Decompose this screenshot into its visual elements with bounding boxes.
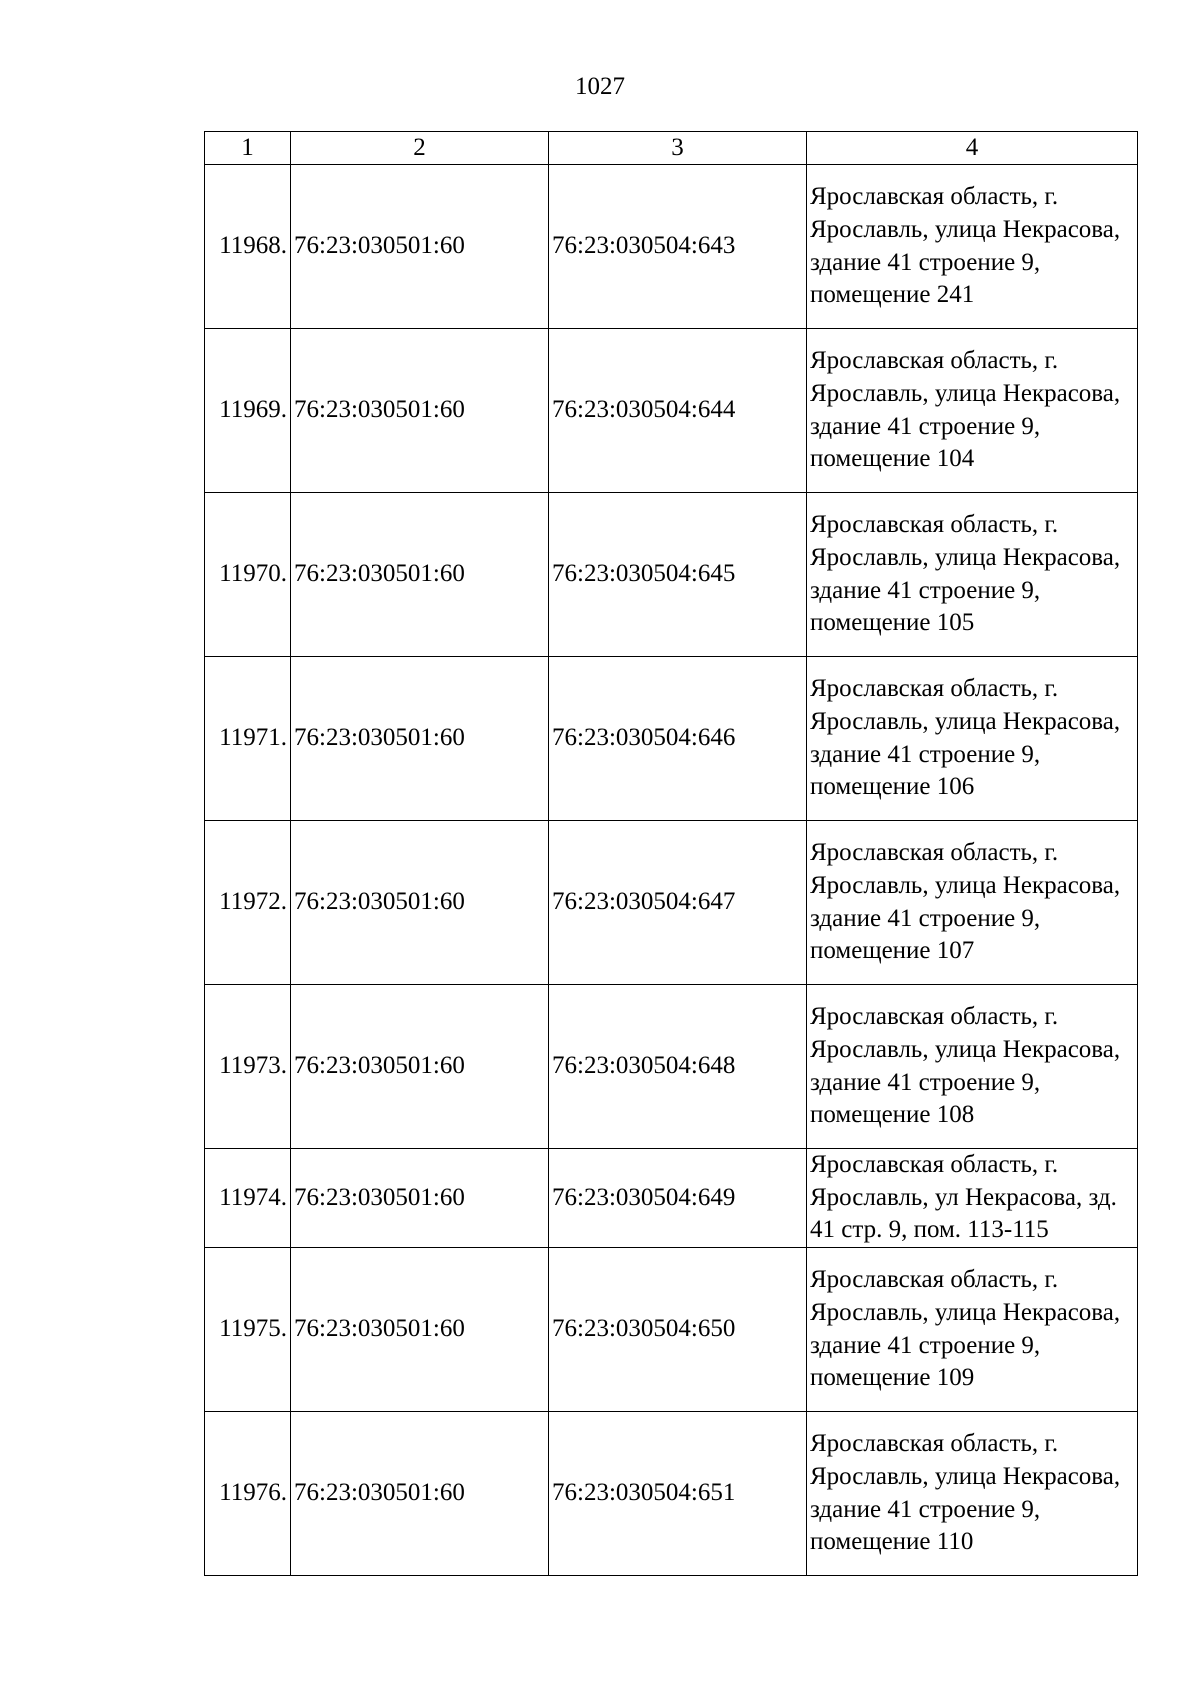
table-row xyxy=(205,165,1138,329)
cadastral-number-col3: 76:23:030504:648 xyxy=(549,985,807,1149)
address: Ярославская область, г. Ярославль, улица Некрасова, здание 41 строение 9, помещение 109 xyxy=(807,1248,1138,1412)
table-row xyxy=(205,329,1138,493)
cadastral-number-col3: 76:23:030504:646 xyxy=(549,657,807,821)
table-row xyxy=(205,1149,1138,1248)
row-number: 11971. xyxy=(205,657,291,821)
table-row xyxy=(205,493,1138,657)
address: Ярославская область, г. Ярославль, улица Некрасова, здание 41 строение 9, помещение 107 xyxy=(807,821,1138,985)
row-number: 11975. xyxy=(205,1248,291,1412)
cadastral-number-col3: 76:23:030504:647 xyxy=(549,821,807,985)
row-number: 11968. xyxy=(205,165,291,329)
cadastral-number-col3: 76:23:030504:649 xyxy=(549,1149,807,1248)
row-number: 11972. xyxy=(205,821,291,985)
cadastral-number-col2: 76:23:030501:60 xyxy=(291,329,549,493)
row-number: 11976. xyxy=(205,1412,291,1576)
address: Ярославская область, г. Ярославль, улица Некрасова, здание 41 строение 9, помещение 108 xyxy=(807,985,1138,1149)
table-row xyxy=(205,821,1138,985)
header-col-4: 4 xyxy=(807,132,1138,165)
cadastral-number-col3: 76:23:030504:645 xyxy=(549,493,807,657)
cadastral-number-col2: 76:23:030501:60 xyxy=(291,1248,549,1412)
address: Ярославская область, г. Ярославль, улица Некрасова, здание 41 строение 9, помещение 241 xyxy=(807,165,1138,329)
address: Ярославская область, г. Ярославль, улица Некрасова, здание 41 строение 9, помещение 104 xyxy=(807,329,1138,493)
address: Ярославская область, г. Ярославль, улица Некрасова, здание 41 строение 9, помещение 106 xyxy=(807,657,1138,821)
cadastral-number-col2: 76:23:030501:60 xyxy=(291,1412,549,1576)
cadastral-number-col3: 76:23:030504:643 xyxy=(549,165,807,329)
table-row xyxy=(205,657,1138,821)
row-number: 11969. xyxy=(205,329,291,493)
table-header xyxy=(205,132,1138,165)
cadastral-number-col2: 76:23:030501:60 xyxy=(291,657,549,821)
row-number: 11973. xyxy=(205,985,291,1149)
header-col-3: 3 xyxy=(549,132,807,165)
cadastral-number-col2: 76:23:030501:60 xyxy=(291,1149,549,1248)
cadastral-number-col3: 76:23:030504:651 xyxy=(549,1412,807,1576)
header-col-2: 2 xyxy=(291,132,549,165)
registry-table xyxy=(204,131,1138,1576)
row-number: 11974. xyxy=(205,1149,291,1248)
cadastral-number-col2: 76:23:030501:60 xyxy=(291,821,549,985)
header-col-1: 1 xyxy=(205,132,291,165)
address: Ярославская область, г. Ярославль, улица Некрасова, здание 41 строение 9, помещение 110 xyxy=(807,1412,1138,1576)
cadastral-number-col2: 76:23:030501:60 xyxy=(291,985,549,1149)
address: Ярославская область, г. Ярославль, улица Некрасова, здание 41 строение 9, помещение 105 xyxy=(807,493,1138,657)
table-row xyxy=(205,1248,1138,1412)
page-number: 1027 xyxy=(575,73,625,100)
table-row xyxy=(205,985,1138,1149)
cadastral-number-col3: 76:23:030504:650 xyxy=(549,1248,807,1412)
cadastral-number-col3: 76:23:030504:644 xyxy=(549,329,807,493)
header-row xyxy=(205,132,1138,165)
cadastral-number-col2: 76:23:030501:60 xyxy=(291,165,549,329)
table-row xyxy=(205,1412,1138,1576)
address: Ярославская область, г. Ярославль, ул Некрасова, зд. 41 стр. 9, пом. 113-115 xyxy=(807,1149,1138,1248)
cadastral-number-col2: 76:23:030501:60 xyxy=(291,493,549,657)
row-number: 11970. xyxy=(205,493,291,657)
table-body xyxy=(205,165,1138,1576)
